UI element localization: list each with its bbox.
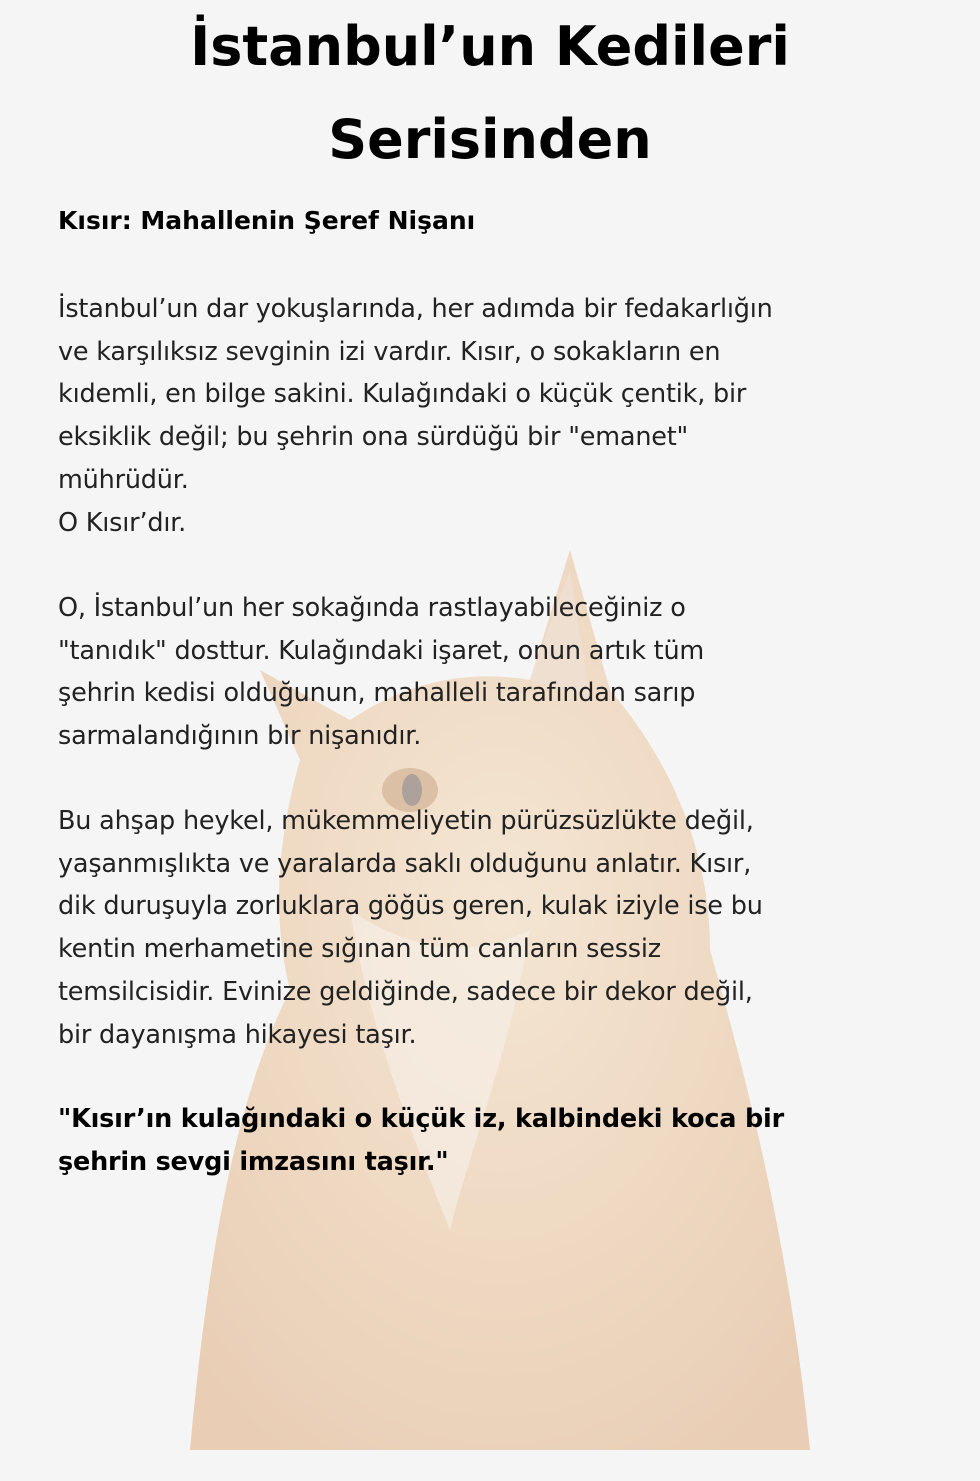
text-line: kıdemli, en bilge sakini. Kulağındaki o küçük çentik, bir	[58, 379, 747, 410]
text-line: şehrin kedisi olduğunun, mahalleli tarafından sarıp	[58, 678, 696, 709]
paragraph-1	[58, 288, 938, 544]
text-line: bir dayanışma hikayesi taşır.	[58, 1019, 417, 1050]
title-line: İstanbul’un Kedileri	[190, 15, 790, 78]
text-line: yaşanmışlıkta ve yaralarda saklı olduğunu anlatır. Kısır,	[58, 848, 752, 879]
quote-line: şehrin sevgi imzasını taşır."	[58, 1146, 449, 1177]
text-line: mührüdür.	[58, 464, 189, 495]
closing-quote	[58, 1098, 938, 1183]
text-line: Bu ahşap heykel, mükemmeliyetin pürüzsüzlükte değil,	[58, 806, 754, 836]
paragraph-3	[58, 800, 938, 1056]
text-line: ve karşılıksız sevginin izi vardır. Kısır, o sokakların en	[58, 336, 721, 367]
title-line: Serisinden	[328, 108, 652, 171]
quote-line: "Kısır’ın kulağındaki o küçük iz, kalbindeki koca bir	[58, 1104, 784, 1134]
text-line: İstanbul’un dar yokuşlarında, her adımda bir fedakarlığın	[58, 294, 773, 324]
text-line: O Kısır’dır.	[58, 507, 187, 538]
subtitle: Kısır: Mahallenin Şeref Nişanı	[58, 206, 476, 235]
text-line: sarmalandığının bir nişanıdır.	[58, 721, 422, 752]
text-line: eksiklik değil; bu şehrin ona sürdüğü bir "emanet"	[58, 422, 689, 453]
text-line: "tanıdık" dosttur. Kulağındaki işaret, onun artık tüm	[58, 635, 705, 666]
text-line: O, İstanbul’un her sokağında rastlayabileceğiniz o	[58, 593, 686, 623]
page-title	[0, 0, 980, 187]
text-line: dik duruşuyla zorluklara göğüs geren, kulak iziyle ise bu	[58, 891, 763, 922]
text-line: kentin merhametine sığınan tüm canların sessiz	[58, 934, 661, 965]
paragraph-2	[58, 587, 938, 758]
text-line: temsilcisidir. Evinize geldiğinde, sadece bir dekor değil,	[58, 976, 753, 1007]
